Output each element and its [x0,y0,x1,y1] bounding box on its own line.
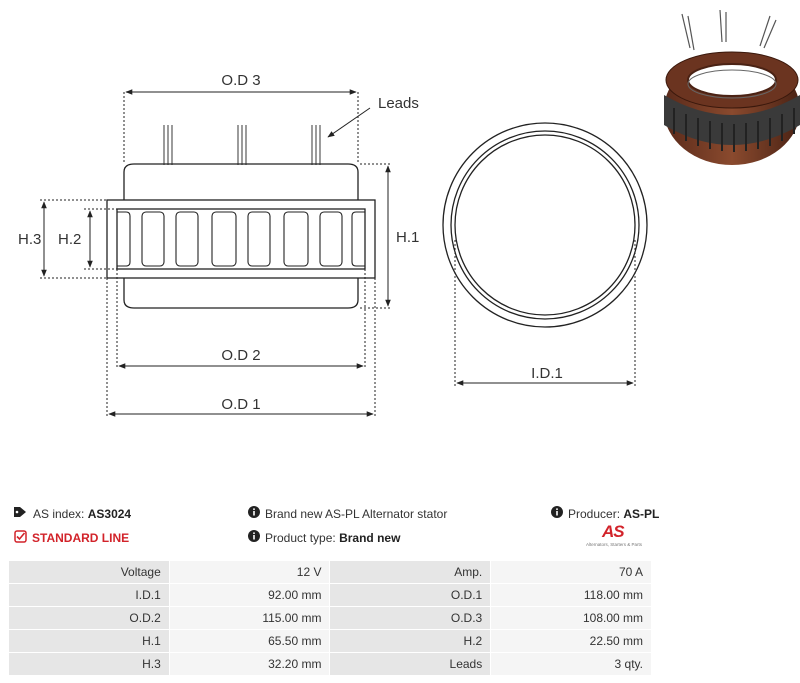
spec-value: 118.00 mm [491,584,652,607]
spec-value: 12 V [169,561,330,584]
specs-table [8,560,652,676]
spec-value: 70 A [491,561,652,584]
spec-value: 65.50 mm [169,630,330,653]
as-index-label: AS index: [33,506,85,521]
info-icon [248,506,260,521]
spec-key: Amp. [330,561,491,584]
table-row [9,630,652,653]
spec-key: O.D.2 [9,607,170,630]
table-row [9,653,652,676]
spec-key: H.3 [9,653,170,676]
spec-value: 22.50 mm [491,630,652,653]
product-type-row [248,530,400,545]
spec-value: 92.00 mm [169,584,330,607]
logo-mark: AS [602,522,624,541]
spec-value: 32.20 mm [169,653,330,676]
label-h3: H.3 [18,231,42,248]
product-type-value: Brand new [339,530,401,545]
dim-od3 [124,92,358,164]
stator-side-view [107,125,375,308]
checkbox-icon [14,530,27,546]
label-id1: I.D.1 [531,365,563,382]
spec-value: 115.00 mm [169,607,330,630]
description-row [248,506,447,521]
description-text: Brand new AS-PL Alternator stator [265,506,448,521]
spec-key: O.D.1 [330,584,491,607]
tag-icon [14,506,28,521]
info-icon [248,530,260,545]
spec-key: Leads [330,653,491,676]
table-row [9,584,652,607]
as-index-row [14,506,131,521]
label-od3: O.D 3 [221,72,261,89]
spec-key: I.D.1 [9,584,170,607]
producer-row [551,506,659,521]
spec-key: H.1 [9,630,170,653]
leads-pointer [328,108,370,137]
stator-photo [664,10,800,165]
table-row [9,561,652,584]
producer-label: Producer: [568,506,621,521]
spec-value: 108.00 mm [491,607,652,630]
standard-line-row [14,530,129,546]
label-od1: O.D 1 [221,396,261,413]
spec-key: Voltage [9,561,170,584]
spec-key: O.D.3 [330,607,491,630]
spec-key: H.2 [330,630,491,653]
info-icon [551,506,563,521]
as-pl-logo [586,522,650,550]
lead-wires [164,125,320,165]
product-type-label: Product type: [265,530,336,545]
logo-subtitle: Alternators, Starters & Parts [586,542,643,547]
as-index-value: AS3024 [87,506,132,521]
standard-line-label: STANDARD LINE [32,531,130,545]
dim-h2 [84,209,117,269]
spec-value: 3 qty. [491,653,652,676]
label-h1: H.1 [396,229,420,246]
producer-value: AS-PL [623,506,660,521]
label-h2: H.2 [58,231,82,248]
label-leads: Leads [378,95,419,112]
label-od2: O.D 2 [221,347,261,364]
stator-ring-view [443,123,647,327]
table-row [9,607,652,630]
